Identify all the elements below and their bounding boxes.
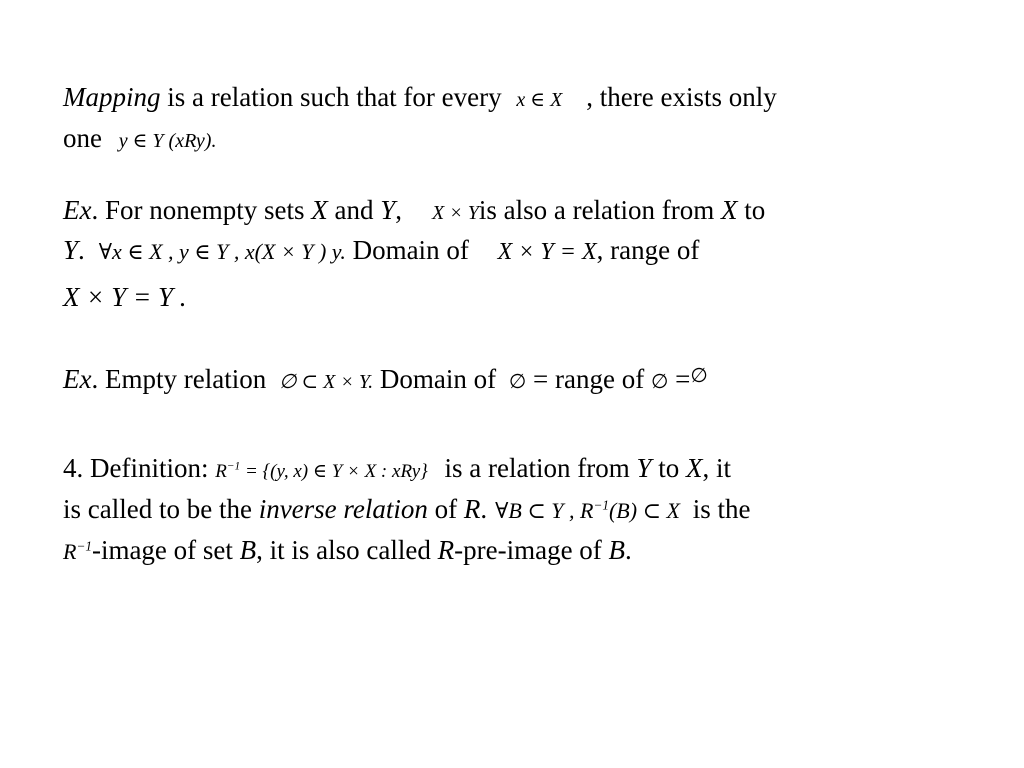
inverse-definition-line-1 bbox=[63, 455, 731, 482]
text: . Empty relation bbox=[91, 364, 273, 394]
text: one bbox=[63, 123, 109, 153]
math-inverse-set: = {(y, x) ∈ Y × X : xRy} bbox=[240, 461, 428, 482]
text: , there exists only bbox=[586, 82, 777, 112]
math-part: (B) ⊂ X bbox=[608, 498, 680, 523]
superscript: −1 bbox=[76, 538, 92, 554]
math-range: X × Y = Y . bbox=[63, 282, 187, 312]
example-product-line-1 bbox=[63, 197, 765, 224]
math-forall-B bbox=[495, 498, 680, 523]
example-empty-relation bbox=[63, 366, 708, 393]
text: , it is also called bbox=[256, 535, 438, 565]
text: to bbox=[737, 195, 766, 225]
ex-label: Ex bbox=[63, 195, 92, 225]
term-mapping: Mapping bbox=[63, 82, 161, 112]
text: to bbox=[651, 453, 686, 483]
text: Domain of bbox=[373, 364, 503, 394]
text: . For nonempty sets bbox=[91, 195, 312, 225]
math-domain: X × Y = X bbox=[497, 239, 597, 265]
text: is called to be the bbox=[63, 494, 259, 524]
text: -pre-image of bbox=[454, 535, 609, 565]
text: and bbox=[327, 195, 381, 225]
text: is a relation from bbox=[437, 453, 637, 483]
var-R: R bbox=[463, 494, 481, 524]
text: is a relation such that for every bbox=[160, 82, 509, 112]
inverse-definition-line-3 bbox=[63, 537, 632, 564]
var-X: X bbox=[721, 195, 738, 225]
empty-set-symbol: ∅ bbox=[508, 371, 527, 393]
text: = range of bbox=[526, 364, 651, 394]
text: . bbox=[480, 494, 488, 524]
inverse-definition-line-2 bbox=[63, 496, 750, 523]
empty-set-symbol: ∅ bbox=[650, 371, 669, 393]
text: of bbox=[427, 494, 464, 524]
text: , range of bbox=[596, 235, 700, 265]
text: -image of set bbox=[91, 535, 240, 565]
math-X-times-Y: X × Y bbox=[432, 202, 479, 224]
mapping-definition-line-1 bbox=[63, 84, 777, 111]
example-product-line-2 bbox=[63, 237, 699, 264]
term-inverse-relation: inverse relation bbox=[258, 494, 428, 524]
math-y-in-Y: y ∈ Y (xRy). bbox=[118, 130, 217, 152]
var-X: X bbox=[686, 453, 703, 483]
math-R-inverse bbox=[63, 539, 92, 564]
var-B: B bbox=[608, 535, 626, 565]
math-forall: ∀x ∈ X , y ∈ Y , x(X × Y ) y. bbox=[98, 239, 346, 264]
definition-label: 4. Definition: bbox=[63, 453, 216, 483]
var-Y: Y bbox=[380, 195, 396, 225]
text: Domain of bbox=[345, 235, 476, 265]
math-empty-subset: ∅ ⊂ X × Y. bbox=[278, 371, 374, 393]
var-Y: Y bbox=[636, 453, 652, 483]
var-X: X bbox=[311, 195, 328, 225]
var-R: R bbox=[63, 539, 77, 564]
var-B: B bbox=[239, 535, 257, 565]
var-R: R bbox=[437, 535, 455, 565]
superscript: −1 bbox=[593, 497, 609, 513]
superscript: −1 bbox=[226, 460, 241, 473]
text: is also a relation from bbox=[478, 195, 722, 225]
text: , bbox=[395, 195, 402, 225]
example-product-line-3 bbox=[63, 284, 186, 311]
var-Y: Y bbox=[63, 235, 79, 265]
mapping-definition-line-2 bbox=[63, 125, 216, 152]
text: . bbox=[78, 235, 85, 265]
text: is the bbox=[685, 494, 751, 524]
math-part: ∀B ⊂ Y , R bbox=[495, 498, 594, 523]
text: . bbox=[625, 535, 632, 565]
empty-set-symbol: ∅ bbox=[690, 365, 708, 387]
math-R bbox=[215, 461, 428, 482]
text: = bbox=[668, 364, 691, 394]
math-x-in-X: x ∈ X bbox=[516, 89, 563, 111]
text: , it bbox=[702, 453, 732, 483]
var-R: R bbox=[215, 461, 227, 482]
ex-label: Ex bbox=[63, 364, 92, 394]
